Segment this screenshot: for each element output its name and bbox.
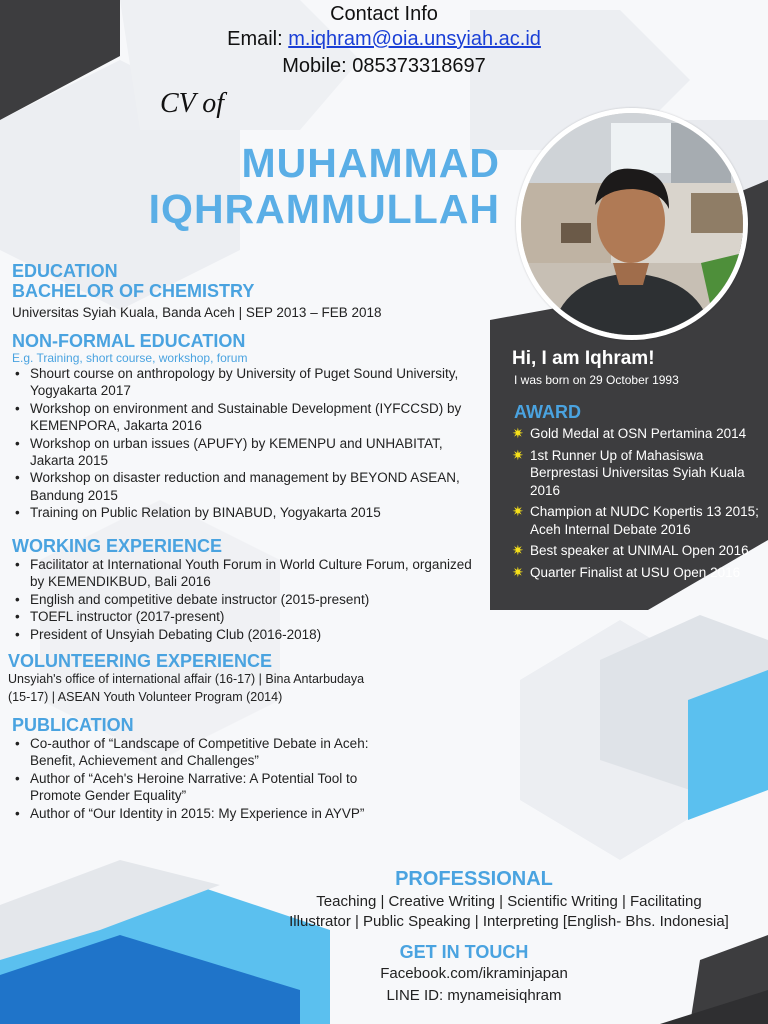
list-item: • Workshop on environment and Sustainable Development (IYFCCSD) by KEMENPORA, Jakarta 2016 — [30, 400, 487, 435]
star-icon: ✷ — [512, 425, 524, 441]
list-item: • Workshop on disaster reduction and management by BEYOND ASEAN, Bandung 2015 — [30, 469, 487, 504]
publication-list — [12, 735, 412, 822]
list-item: • Shourt course on anthropology by University of Puget Sound University, Yogyakarta 2017 — [30, 365, 487, 400]
star-icon: ✷ — [512, 503, 524, 519]
list-item: • President of Unsyiah Debating Club (2016-2018) — [30, 626, 482, 643]
publication-section — [12, 715, 412, 822]
touch-title: GET IN TOUCH — [399, 942, 529, 962]
greeting: Hi, I am Iqhram! — [512, 348, 655, 369]
name-line-2: IQHRAMMULLAH — [148, 186, 500, 232]
list-item: • Facilitator at International Youth Forum in World Culture Forum, organized by KEMENDIKBUD, Bali 2016 — [30, 556, 482, 591]
mobile-label: Mobile: — [282, 55, 347, 77]
professional-title: PROFESSIONAL — [395, 868, 553, 890]
award-item: ✷ Quarter Finalist at USU Open 2016 — [512, 563, 741, 580]
list-item: • Author of “Our Identity in 2015: My Experience in AYVP” — [30, 805, 412, 822]
working-list — [12, 556, 482, 643]
profile-photo — [516, 108, 748, 340]
working-title: WORKING EXPERIENCE — [12, 536, 223, 556]
education-section — [12, 261, 482, 322]
profile-photo-image — [521, 113, 743, 335]
star-icon: ✷ — [512, 563, 524, 580]
line-id: LINE ID: mynameisiqhram — [386, 987, 562, 1004]
cv-of-heading: CV of — [160, 88, 225, 119]
list-item: • Co-author of “Landscape of Competitive Debate in Aceh: Benefit, Achievement and Challenges” — [30, 735, 412, 770]
volunteering-line-1: Unsyiah's office of international affair (16-17) | Bina Antarbudaya — [8, 672, 365, 686]
full-name — [149, 140, 500, 232]
award-title: AWARD — [514, 402, 581, 422]
education-title: EDUCATION — [12, 261, 118, 281]
award-item: ✷ Best speaker at UNIMAL Open 2016 — [512, 542, 749, 558]
non-formal-title: NON-FORMAL EDUCATION — [12, 331, 246, 351]
education-detail: Universitas Syiah Kuala, Banda Aceh | SEP 2013 – FEB 2018 — [12, 305, 382, 320]
volunteering-title: VOLUNTEERING EXPERIENCE — [8, 651, 273, 671]
working-section — [12, 536, 482, 643]
star-icon: ✷ — [512, 542, 524, 558]
star-icon: ✷ — [512, 446, 524, 463]
award-list — [512, 425, 764, 585]
name-line-1: MUHAMMAD — [241, 140, 500, 186]
mobile-number: 085373318697 — [352, 55, 486, 77]
email-line — [0, 26, 768, 53]
non-formal-section — [12, 331, 487, 522]
award-item: ✷ Champion at NUDC Kopertis 13 2015; Aceh Internal Debate 2016 — [512, 503, 759, 537]
contact-title: Contact Info — [330, 3, 438, 25]
email-label: Email: — [227, 28, 283, 50]
professional-line-2: Illustrator | Public Speaking | Interpreting [English- Bhs. Indonesia] — [289, 913, 729, 930]
award-item: ✷ 1st Runner Up of Mahasiswa Berprestasi Universitas Syiah Kuala 2016 — [512, 446, 745, 498]
facebook-link[interactable]: Facebook.com/ikraminjapan — [380, 965, 568, 982]
list-item: • Author of “Aceh's Heroine Narrative: A Potential Tool to Promote Gender Equality” — [30, 770, 412, 805]
contact-info — [0, 2, 768, 80]
list-item: • Workshop on urban issues (APUFY) by KEMENPU and UNHABITAT, Jakarta 2015 — [30, 435, 487, 470]
non-formal-hint: E.g. Training, short course, workshop, forum — [12, 351, 248, 365]
non-formal-list — [12, 365, 487, 522]
list-item: • TOEFL instructor (2017-present) — [30, 608, 482, 625]
mobile-line — [0, 53, 768, 80]
list-item: • English and competitive debate instructor (2015-present) — [30, 591, 482, 608]
birth-date: I was born on 29 October 1993 — [514, 373, 679, 387]
professional-line-1: Teaching | Creative Writing | Scientific Writing | Facilitating — [316, 893, 702, 910]
award-item: ✷ Gold Medal at OSN Pertamina 2014 — [512, 425, 747, 441]
volunteering-section — [8, 651, 488, 706]
volunteering-line-2: (15-17) | ASEAN Youth Volunteer Program (2014) — [8, 689, 283, 704]
education-degree: BACHELOR OF CHEMISTRY — [12, 281, 255, 301]
email-link[interactable]: m.iqhram@oia.unsyiah.ac.id — [288, 28, 541, 50]
publication-title: PUBLICATION — [12, 715, 134, 735]
list-item: • Training on Public Relation by BINABUD, Yogyakarta 2015 — [30, 504, 487, 521]
